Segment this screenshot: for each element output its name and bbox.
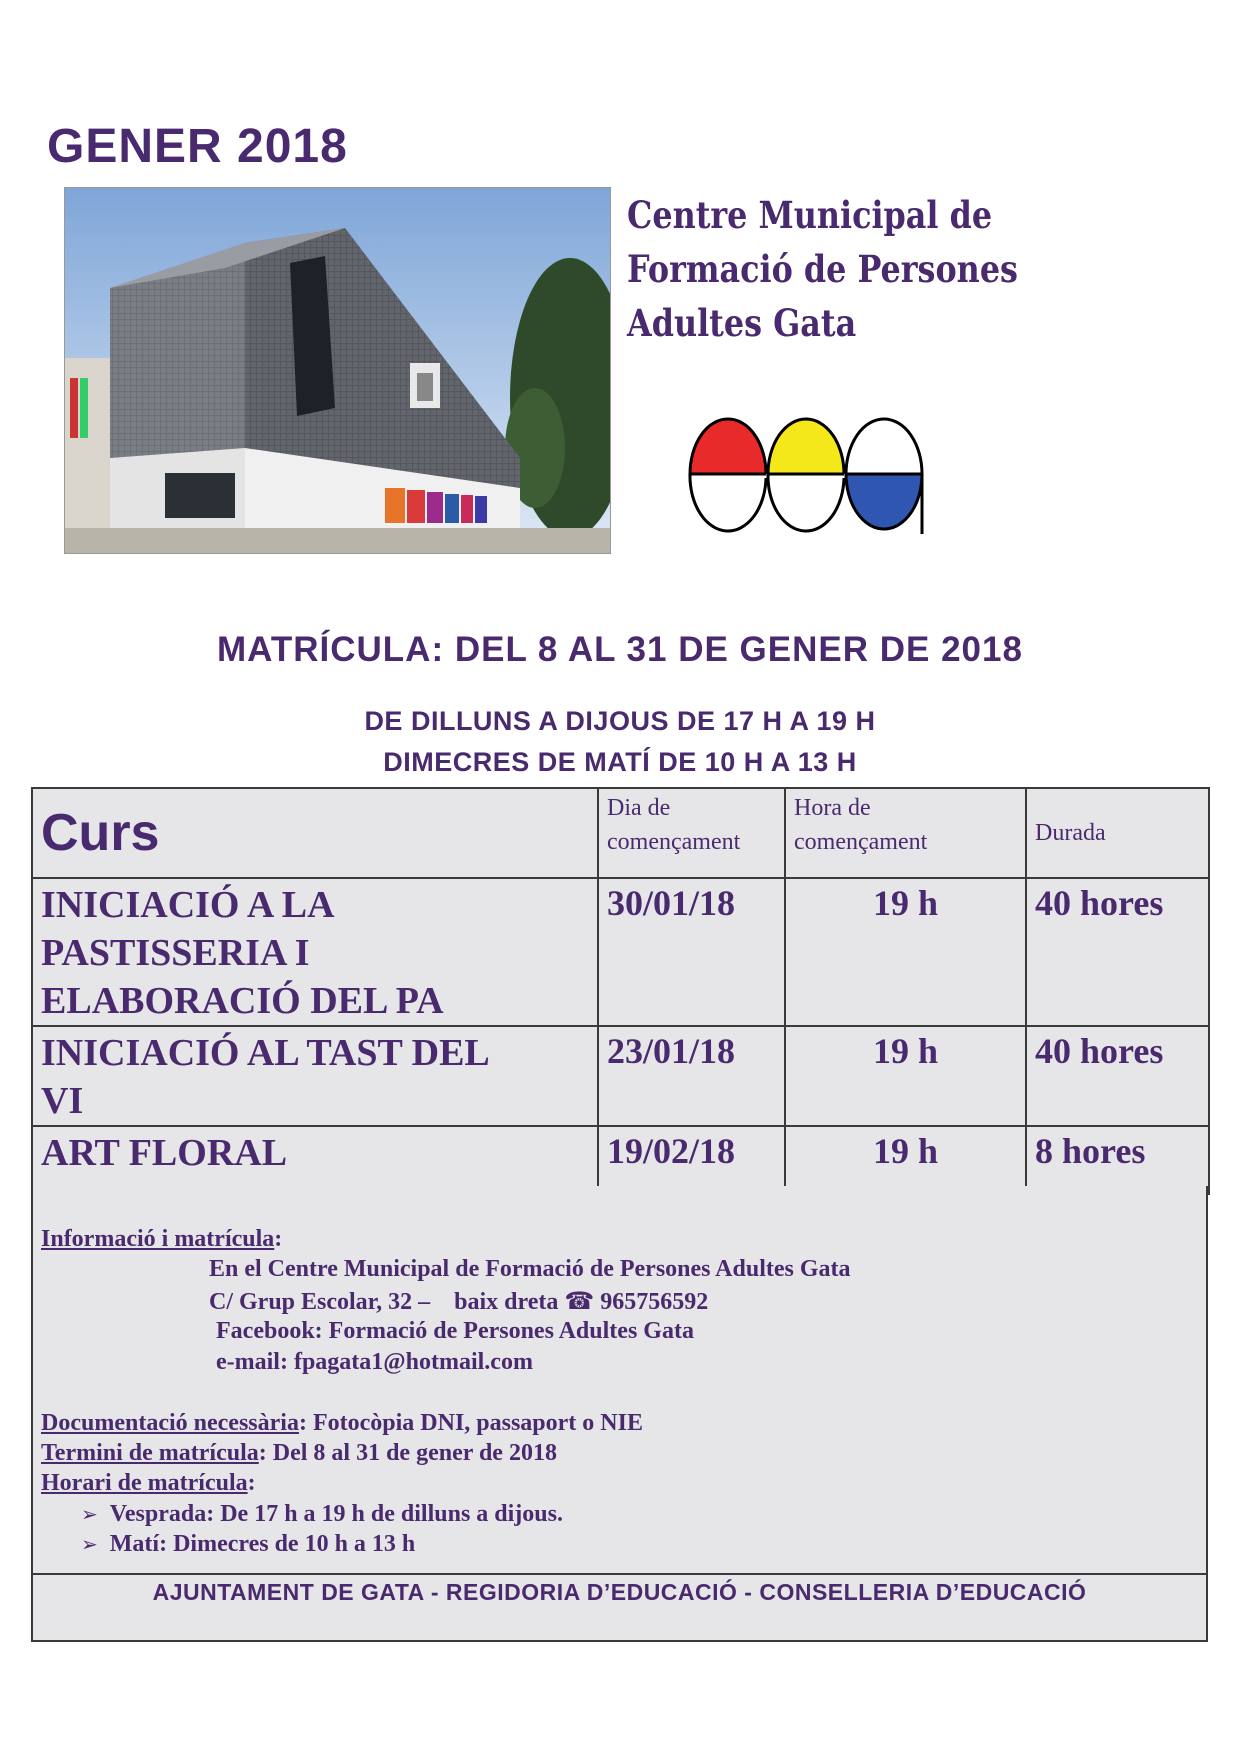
header-course: Curs [32, 788, 598, 878]
course-name [32, 878, 598, 1026]
header-start-day-line: començament [607, 829, 741, 855]
info-heading: Informació i matrícula: [41, 1226, 283, 1252]
schedule-item-text: Matí: Dimecres de 10 h a 13 h [109, 1531, 416, 1557]
course-name-line: INICIACIÓ A LA [41, 884, 335, 926]
course-date: 30/01/18 [598, 878, 785, 1026]
course-date: 19/02/18 [598, 1126, 785, 1194]
info-line: C/ Grup Escolar, 32 – baix dreta [209, 1289, 559, 1315]
header-start-hour-line: Hora de [794, 795, 871, 821]
deadline-label: Termini de matrícula [41, 1440, 259, 1466]
header-start-day [598, 788, 785, 878]
enrolment-headline: MATRÍCULA: DEL 8 AL 31 DE GENER DE 2018 [217, 630, 1023, 669]
course-duration: 40 hores [1026, 878, 1209, 1026]
phone-number: 965756592 [600, 1289, 709, 1315]
schedule-item [81, 1501, 563, 1528]
page-title: GENER 2018 [47, 120, 348, 173]
header-start-hour-line: començament [794, 829, 928, 855]
documentation-row: Documentació necessària: Fotocòpia DNI, passaport o NIE [41, 1410, 643, 1436]
enrolment-hours-weekdays: DE DILLUNS A DIJOUS DE 17 H A 19 H [364, 706, 876, 736]
info-line: En el Centre Municipal de Formació de Persones Adultes Gata [209, 1256, 851, 1282]
header-start-hour [785, 788, 1026, 878]
table-row [32, 878, 1209, 1026]
schedule-item-text: Vesprada: De 17 h a 19 h de dilluns a dijous. [109, 1501, 563, 1527]
info-line: Facebook: Formació de Persones Adultes Gata [216, 1318, 694, 1344]
course-hour: 19 h [785, 1026, 1026, 1126]
course-name [32, 1026, 598, 1126]
arrow-bullet-icon: ➢ [81, 1502, 98, 1526]
course-duration: 40 hores [1026, 1026, 1209, 1126]
course-name-line: INICIACIÓ AL TAST DEL [41, 1032, 490, 1074]
header-start-day-line: Dia de [607, 795, 671, 821]
course-name-line: ART FLORAL [41, 1132, 288, 1174]
info-address [209, 1287, 708, 1316]
course-table [31, 787, 1210, 1195]
enrolment-hours-wednesday: DIMECRES DE MATÍ DE 10 H A 13 H [383, 747, 857, 777]
table-row [32, 1126, 1209, 1194]
footer-sponsors: AJUNTAMENT DE GATA - REGIDORIA D’EDUCACIÓ - CONSELLERIA D’EDUCACIÓ [152, 1579, 1087, 1605]
epa-logo [686, 416, 926, 538]
schedule-heading: Horari de matrícula: [41, 1470, 256, 1496]
info-email[interactable]: e-mail: fpagata1@hotmail.com [216, 1349, 533, 1375]
arrow-bullet-icon: ➢ [81, 1532, 98, 1556]
organization-name-line: Centre Municipal de [627, 193, 993, 237]
phone-icon: ☎ [564, 1287, 595, 1315]
info-box [31, 1186, 1208, 1642]
organization-name [627, 188, 1023, 350]
building-photo [64, 187, 611, 554]
footer-divider [33, 1573, 1206, 1575]
course-duration: 8 hores [1026, 1126, 1209, 1194]
deadline-row: Termini de matrícula: Del 8 al 31 de gener de 2018 [41, 1440, 557, 1466]
course-name-line: PASTISSERIA I [41, 932, 310, 974]
course-hour: 19 h [785, 878, 1026, 1026]
schedule-label: Horari de matrícula [41, 1470, 248, 1496]
schedule-item [81, 1531, 415, 1558]
organization-name-line: Adultes Gata [627, 301, 857, 345]
course-date: 23/01/18 [598, 1026, 785, 1126]
header-duration: Durada [1026, 788, 1209, 878]
course-name-line: VI [41, 1080, 84, 1122]
course-name [32, 1126, 598, 1194]
documentation-value: Fotocòpia DNI, passaport o NIE [312, 1410, 643, 1436]
deadline-value: Del 8 al 31 de gener de 2018 [272, 1440, 557, 1466]
course-hour: 19 h [785, 1126, 1026, 1194]
documentation-label: Documentació necessària [41, 1410, 299, 1436]
course-name-line: ELABORACIÓ DEL PA [41, 980, 444, 1022]
info-label: Informació i matrícula [41, 1226, 275, 1252]
organization-name-line: Formació de Persones [627, 247, 1018, 291]
table-row [32, 1026, 1209, 1126]
table-header-row [32, 788, 1209, 878]
